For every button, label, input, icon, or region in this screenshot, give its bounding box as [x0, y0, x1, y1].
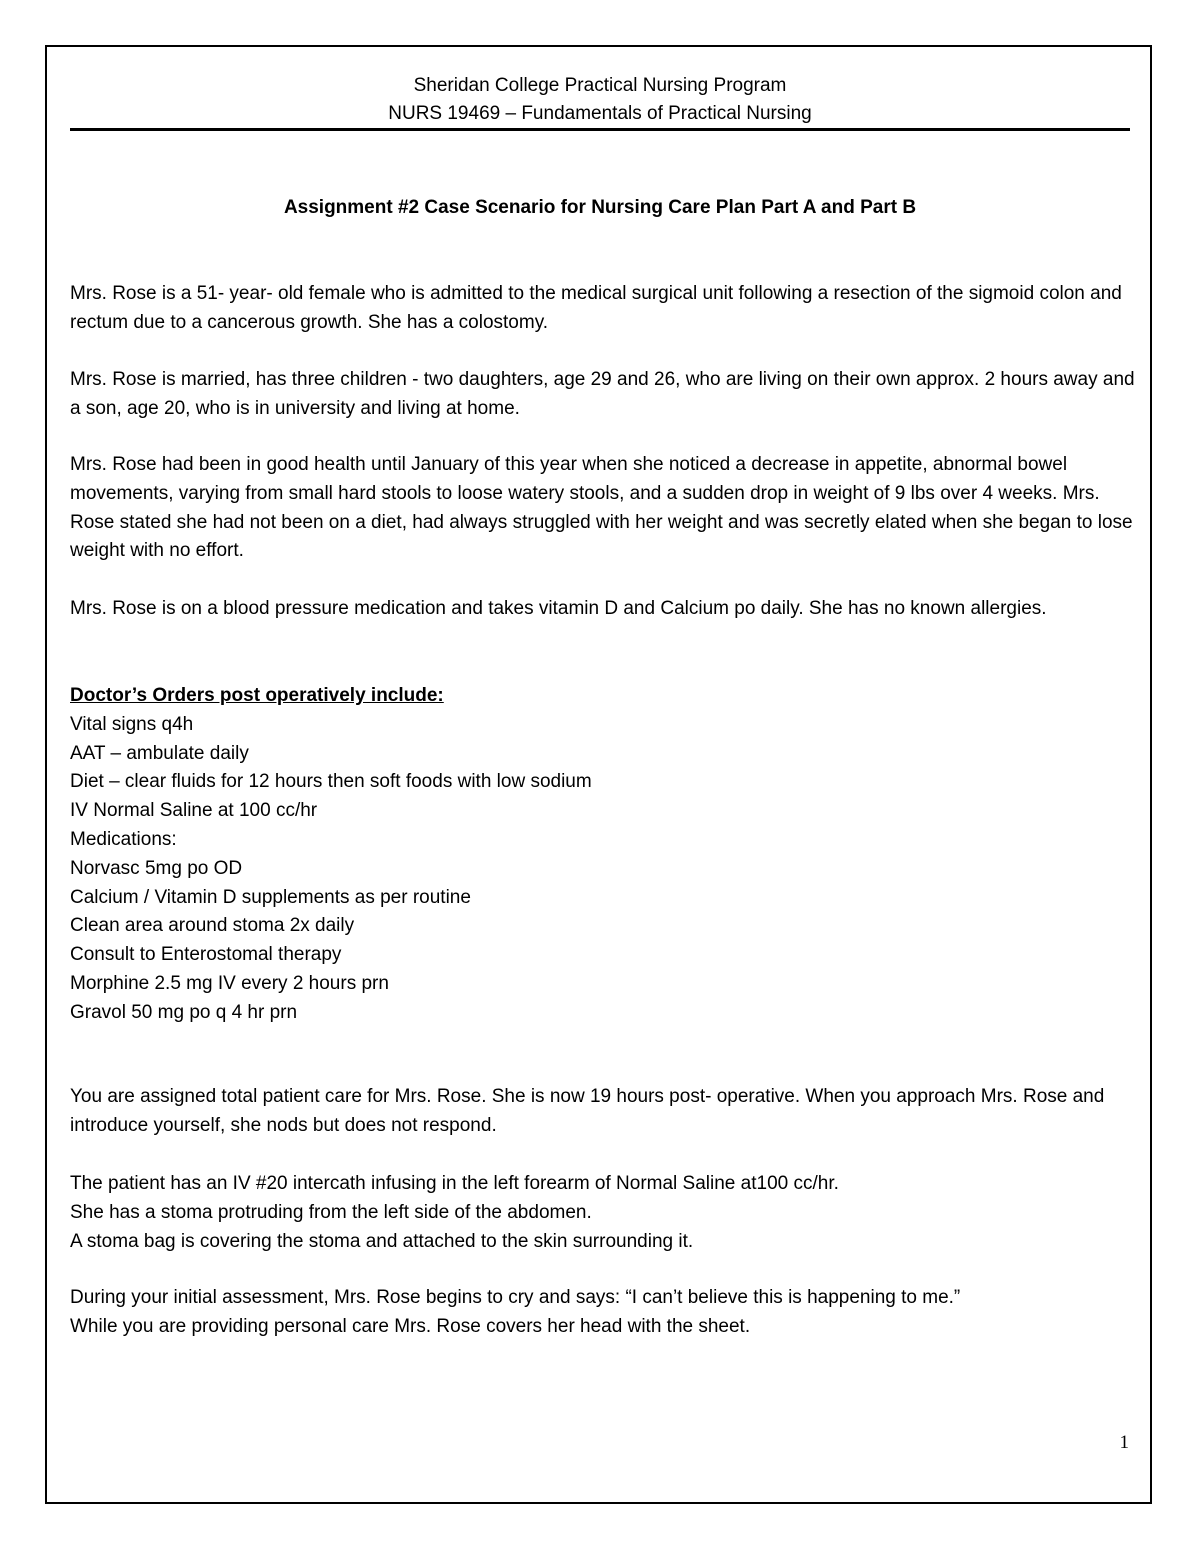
order-item: AAT – ambulate daily — [70, 742, 249, 764]
finding-line: A stoma bag is covering the stoma and attached to the skin surrounding it. — [70, 1230, 694, 1252]
paragraph-findings — [70, 1170, 1135, 1256]
paragraph-admission: Mrs. Rose is a 51- year- old female who is admitted to the medical surgical unit following a resection of the sigmoid colon and rectum due to a cancerous growth. She has a colostomy. — [70, 283, 1122, 333]
order-item: Vital signs q4h — [70, 713, 194, 735]
order-item: Diet – clear fluids for 12 hours then soft foods with low sodium — [70, 771, 592, 793]
paragraph-assessment — [70, 1284, 1135, 1342]
course-name: NURS 19469 – Fundamentals of Practical Nursing — [388, 103, 812, 124]
assessment-line: During your initial assessment, Mrs. Rose begins to cry and says: “I can’t believe this is happening to me.” — [70, 1287, 961, 1308]
finding-line: The patient has an IV #20 intercath infusing in the left forearm of Normal Saline at100 cc/hr. — [70, 1173, 839, 1194]
page-number: 1 — [1119, 1432, 1129, 1453]
order-item: Morphine 2.5 mg IV every 2 hours prn — [70, 972, 389, 994]
order-item: Consult to Enterostomal therapy — [70, 944, 342, 966]
order-item: Gravol 50 mg po q 4 hr prn — [70, 1001, 298, 1023]
program-name: Sheridan College Practical Nursing Program — [413, 75, 787, 96]
doctors-orders — [70, 682, 1135, 1028]
document-header — [70, 72, 1130, 128]
assignment-title: Assignment #2 Case Scenario for Nursing Care Plan Part A and Part B — [283, 197, 917, 218]
orders-heading: Doctor’s Orders post operatively include: — [70, 685, 444, 706]
order-item: Norvasc 5mg po OD — [70, 857, 243, 879]
finding-line: She has a stoma protruding from the left side of the abdomen. — [70, 1201, 592, 1223]
paragraph-assignment: You are assigned total patient care for Mrs. Rose. She is now 19 hours post- operative. When you approach Mrs. Rose and introduce yourself, she nods but does not respond. — [70, 1086, 1105, 1136]
header-divider — [70, 128, 1130, 131]
paragraph-history: Mrs. Rose had been in good health until January of this year when she noticed a decrease in appetite, abnormal bowel movements, varying from small hard stools to loose watery stools, and a sudden drop in weight of 9 lbs over 4 weeks. Mrs. Rose stated she had not been on a diet, had always struggled with her weight and was secretly elated when she began to lose weight with no effort. — [70, 454, 1133, 562]
order-item: IV Normal Saline at 100 cc/hr — [70, 800, 318, 822]
order-item: Calcium / Vitamin D supplements as per routine — [70, 886, 471, 908]
paragraph-family: Mrs. Rose is married, has three children - two daughters, age 29 and 26, who are living on their own approx. 2 hours away and a son, age 20, who is in university and living at home. — [70, 369, 1135, 419]
paragraph-medications: Mrs. Rose is on a blood pressure medication and takes vitamin D and Calcium po daily. She has no known allergies. — [70, 598, 1047, 619]
order-item: Medications: — [70, 828, 177, 850]
order-item: Clean area around stoma 2x daily — [70, 915, 355, 937]
assessment-line: While you are providing personal care Mrs. Rose covers her head with the sheet. — [70, 1315, 751, 1337]
